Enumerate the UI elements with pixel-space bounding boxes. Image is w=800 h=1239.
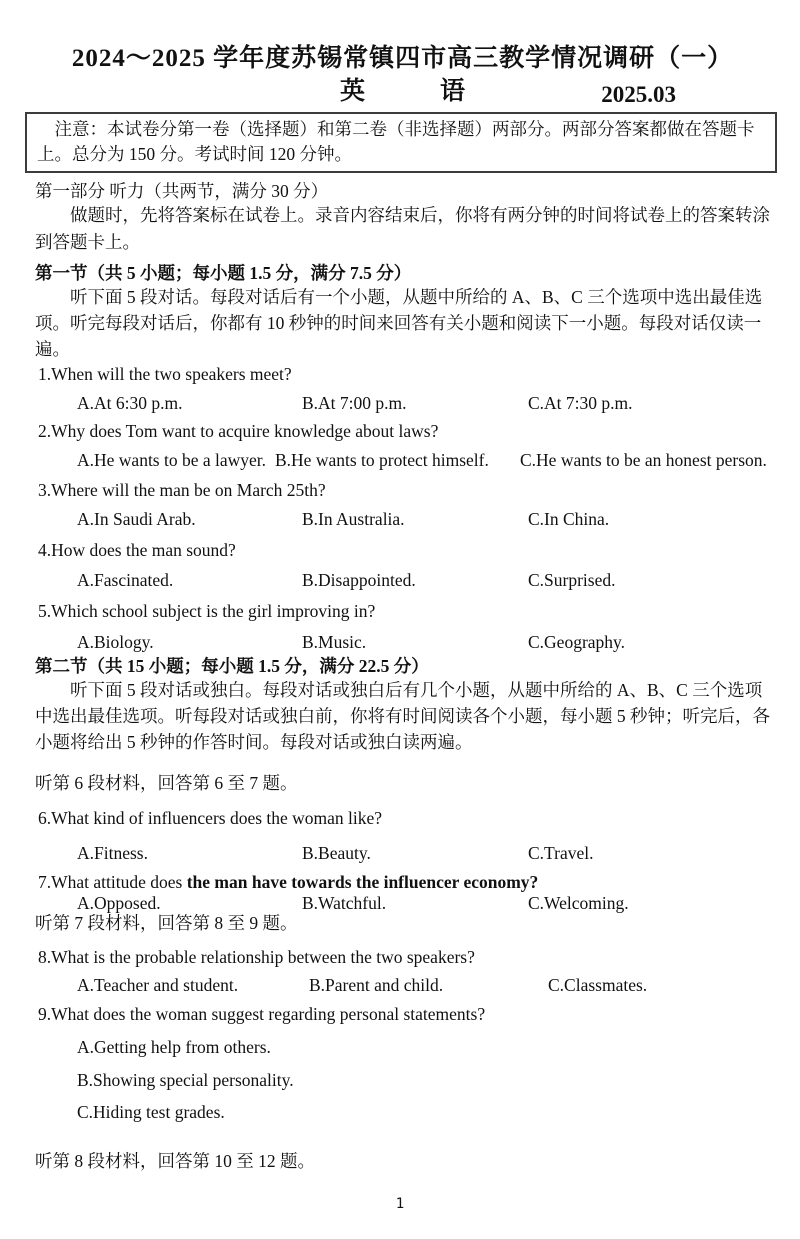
question-5-option-a: A.Biology. — [77, 632, 154, 652]
question-7-option-a: A.Opposed. — [77, 893, 161, 913]
question-4-option-a: A.Fascinated. — [77, 570, 174, 590]
question-4-options — [35, 570, 770, 591]
question-7-option-c: C.Welcoming. — [528, 893, 629, 913]
question-5-options — [35, 632, 770, 653]
question-8-option-a: A.Teacher and student. — [77, 975, 239, 995]
question-2: 2.Why does Tom want to acquire knowledge about laws? — [38, 421, 439, 441]
question-3: 3.Where will the man be on March 25th? — [38, 480, 326, 500]
question-6: 6.What kind of influencers does the woman like? — [38, 808, 383, 828]
question-7-options — [35, 893, 770, 913]
question-1-option-b: B.At 7:00 p.m. — [302, 393, 407, 413]
part1-heading: 第一部分 听力（共两节，满分 30 分） — [35, 181, 329, 201]
subject-row — [35, 76, 770, 108]
question-4-option-b: B.Disappointed. — [302, 570, 416, 590]
question-8-option-b: B.Parent and child. — [309, 975, 444, 995]
question-4-option-c: C.Surprised. — [528, 570, 616, 590]
question-1: 1.When will the two speakers meet? — [38, 364, 292, 384]
question-3-options — [35, 509, 770, 530]
question-6-option-c: C.Travel. — [528, 843, 594, 863]
question-5-option-c: C.Geography. — [528, 632, 626, 652]
page-title: 2024～2025 学年度苏锡常镇四市高三教学情况调研（一） — [71, 45, 734, 72]
question-9-option-c: C.Hiding test grades. — [77, 1102, 225, 1122]
question-1-options — [35, 393, 770, 414]
question-7 — [35, 872, 770, 893]
question-9-option-a: A.Getting help from others. — [77, 1037, 271, 1057]
section2-instruction: 听下面 5 段对话或独白。每段对话或独白后有几个小题，从题中所给的 A、B、C 三个选项中选出最佳选项。听每段对话或独白前，你将有时间阅读各个小题，每小题 5 秒钟；听完后，各小题将给出 5 秒钟的作答时间。每段对话或独白读两遍。 — [35, 680, 770, 752]
question-7-option-b: B.Watchful. — [302, 893, 387, 913]
subject-title: 英 语 — [339, 78, 465, 105]
question-3-option-b: B.In Australia. — [302, 509, 405, 529]
part1-instruction: 做题时，先将答案标在试卷上。录音内容结束后，你将有两分钟的时间将试卷上的答案转涂到答题卡上。 — [35, 205, 770, 252]
question-4: 4.How does the man sound? — [38, 540, 236, 560]
question-8-options — [35, 975, 770, 996]
question-2-options — [35, 450, 770, 471]
material-7-line: 听第 7 段材料，回答第 8 至 9 题。 — [35, 913, 298, 933]
question-2-option-b: B.He wants to protect himself. — [275, 450, 489, 470]
question-8-option-c: C.Classmates. — [548, 975, 648, 995]
section1-heading: 第一节（共 5 小题；每小题 1.5 分，满分 7.5 分） — [35, 263, 412, 283]
question-7-text-normal: 7.What attitude does — [38, 872, 187, 892]
question-3-option-c: C.In China. — [528, 509, 610, 529]
question-6-options — [35, 843, 770, 864]
question-7-text-bold: the man have towards the influencer economy? — [186, 872, 539, 892]
question-9: 9.What does the woman suggest regarding personal statements? — [38, 1004, 486, 1024]
section2-heading: 第二节（共 15 小题；每小题 1.5 分，满分 22.5 分） — [35, 656, 429, 676]
question-3-option-a: A.In Saudi Arab. — [77, 509, 196, 529]
question-2-option-c: C.He wants to be an honest person. — [520, 450, 767, 470]
question-5: 5.Which school subject is the girl improving in? — [38, 601, 376, 621]
question-8: 8.What is the probable relationship between the two speakers? — [38, 947, 475, 967]
question-1-option-c: C.At 7:30 p.m. — [528, 393, 633, 413]
question-1-option-a: A.At 6:30 p.m. — [77, 393, 183, 413]
question-9-option-b: B.Showing special personality. — [77, 1070, 294, 1090]
question-6-option-b: B.Beauty. — [302, 843, 371, 863]
page-number: 1 — [395, 1196, 405, 1212]
material-8-line: 听第 8 段材料，回答第 10 至 12 题。 — [35, 1151, 315, 1171]
material-6-line: 听第 6 段材料，回答第 6 至 7 题。 — [35, 773, 298, 793]
exam-date: 2025.03 — [601, 82, 676, 107]
question-6-option-a: A.Fitness. — [77, 843, 148, 863]
section1-instruction: 听下面 5 段对话。每段对话后有一个小题，从题中所给的 A、B、C 三个选项中选出最佳选项。听完每段对话后，你都有 10 秒钟的时间来回答有关小题和阅读下一小题。每段对话仅读一遍。 — [35, 287, 763, 359]
question-5-option-b: B.Music. — [302, 632, 367, 652]
question-2-option-a: A.He wants to be a lawyer. — [77, 450, 267, 470]
notice-box: 注意：本试卷分第一卷（选择题）和第二卷（非选择题）两部分。两部分答案都做在答题卡上。总分为 150 分。考试时间 120 分钟。 — [25, 112, 777, 173]
